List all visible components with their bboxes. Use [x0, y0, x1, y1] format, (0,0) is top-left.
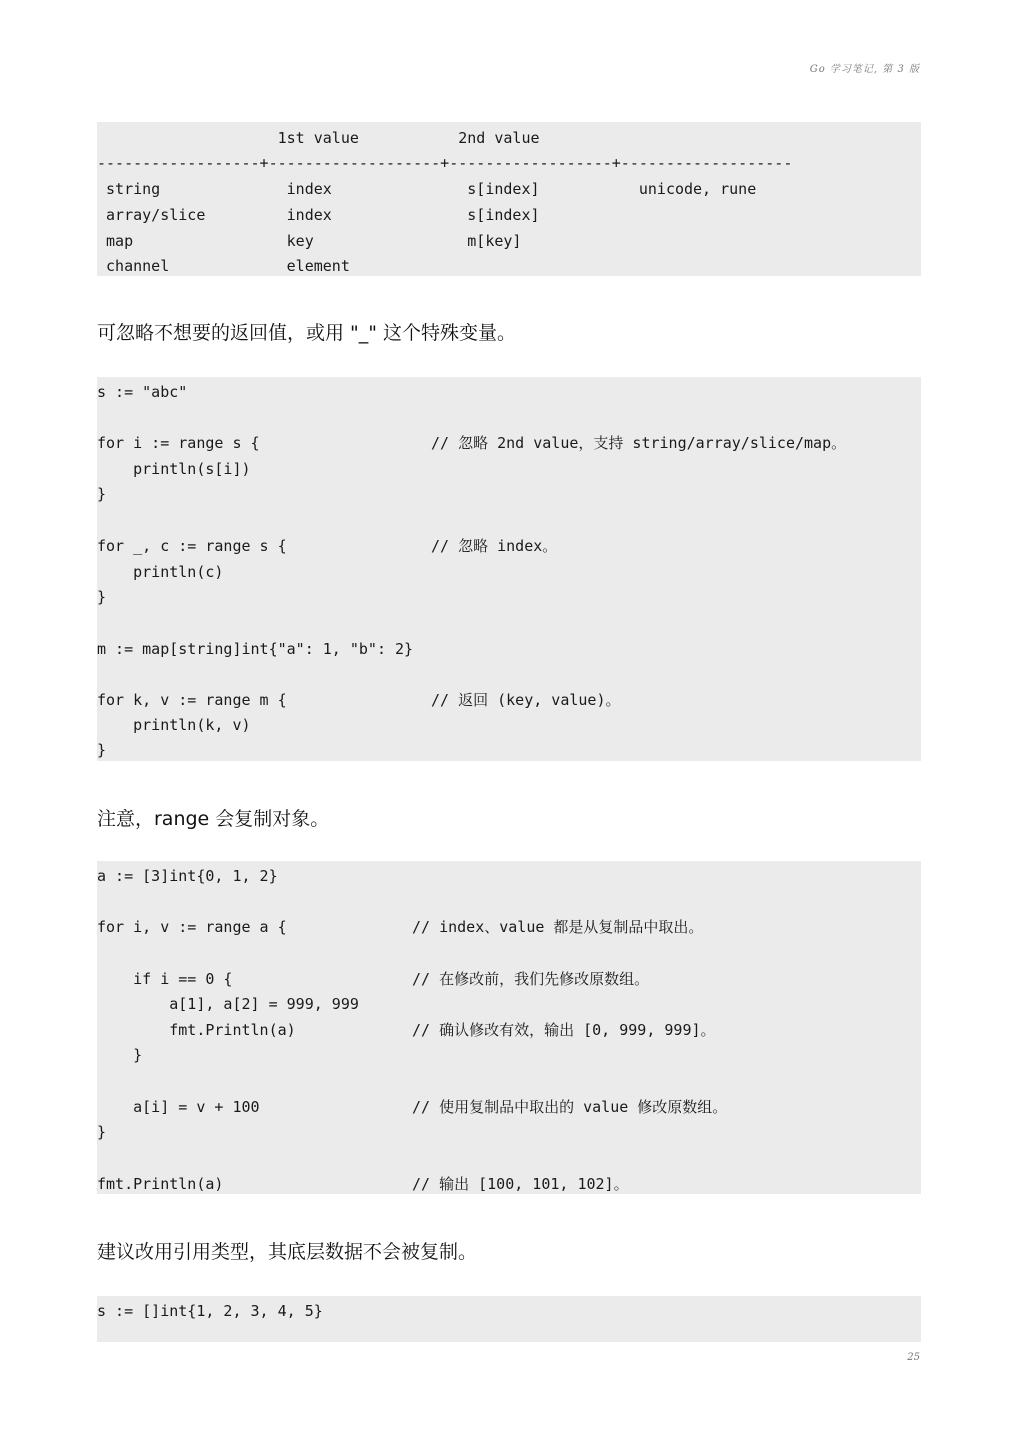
code-line: println(k, v) [97, 716, 251, 734]
code-comment: // 忽略 index。 [431, 537, 558, 555]
table-row: array/slice index s[index] [97, 206, 540, 224]
code-line: a[1], a[2] = 999, 999 [97, 995, 359, 1013]
code-line: for _, c := range s { [97, 537, 287, 555]
table-header-row: 1st value 2nd value [97, 129, 540, 147]
code-line: m := map[string]int{"a": 1, "b": 2} [97, 640, 414, 658]
code-line: for i := range s { [97, 434, 260, 452]
code-line: println(s[i]) [97, 460, 251, 478]
table-row: channel element [97, 257, 350, 275]
code-comment: // index、value 都是从复制品中取出。 [412, 918, 704, 936]
code-line: } [97, 1046, 143, 1064]
code-comment: // 输出 [100, 101, 102]。 [412, 1175, 629, 1193]
code-comment: // 确认修改有效，输出 [0, 999, 999]。 [412, 1021, 716, 1039]
code-line: a := [3]int{0, 1, 2} [97, 867, 278, 885]
range-table [97, 122, 921, 276]
code-block-range-copy [97, 861, 921, 1194]
code-comment: // 忽略 2nd value，支持 string/array/slice/map。 [431, 434, 847, 452]
code-line: s := []int{1, 2, 3, 4, 5} [97, 1302, 323, 1320]
code-line: for k, v := range m { [97, 691, 287, 709]
code-comment: // 使用复制品中取出的 value 修改原数组。 [412, 1098, 728, 1116]
code-block-range-basic [97, 377, 921, 761]
page-number: 25 [907, 1352, 920, 1363]
paragraph-ignore-values: 可忽略不想要的返回值，或用 "_" 这个特殊变量。 [97, 322, 517, 344]
table-row: string index s[index] unicode, rune [97, 180, 757, 198]
running-header: Go 学习笔记, 第 3 版 [809, 64, 920, 75]
code-line: println(c) [97, 563, 224, 581]
code-line: } [97, 741, 107, 759]
code-line: fmt.Println(a) [97, 1021, 296, 1039]
code-line: } [97, 588, 107, 606]
code-line: } [97, 1123, 107, 1141]
table-separator: ------------------+-------------------+------------------+------------------- [97, 154, 793, 172]
code-line: a[i] = v + 100 [97, 1098, 260, 1116]
code-line: } [97, 485, 107, 503]
code-block-slice [97, 1296, 921, 1342]
code-comment: // 在修改前，我们先修改原数组。 [412, 970, 650, 988]
code-line: fmt.Println(a) [97, 1175, 224, 1193]
paragraph-range-copies: 注意，range 会复制对象。 [97, 808, 330, 830]
code-line: s := "abc" [97, 383, 188, 401]
code-line: for i, v := range a { [97, 918, 287, 936]
code-line: if i == 0 { [97, 970, 233, 988]
paragraph-use-reference: 建议改用引用类型，其底层数据不会被复制。 [97, 1241, 478, 1263]
table-row: map key m[key] [97, 232, 522, 250]
code-comment: // 返回 (key, value)。 [431, 691, 621, 709]
